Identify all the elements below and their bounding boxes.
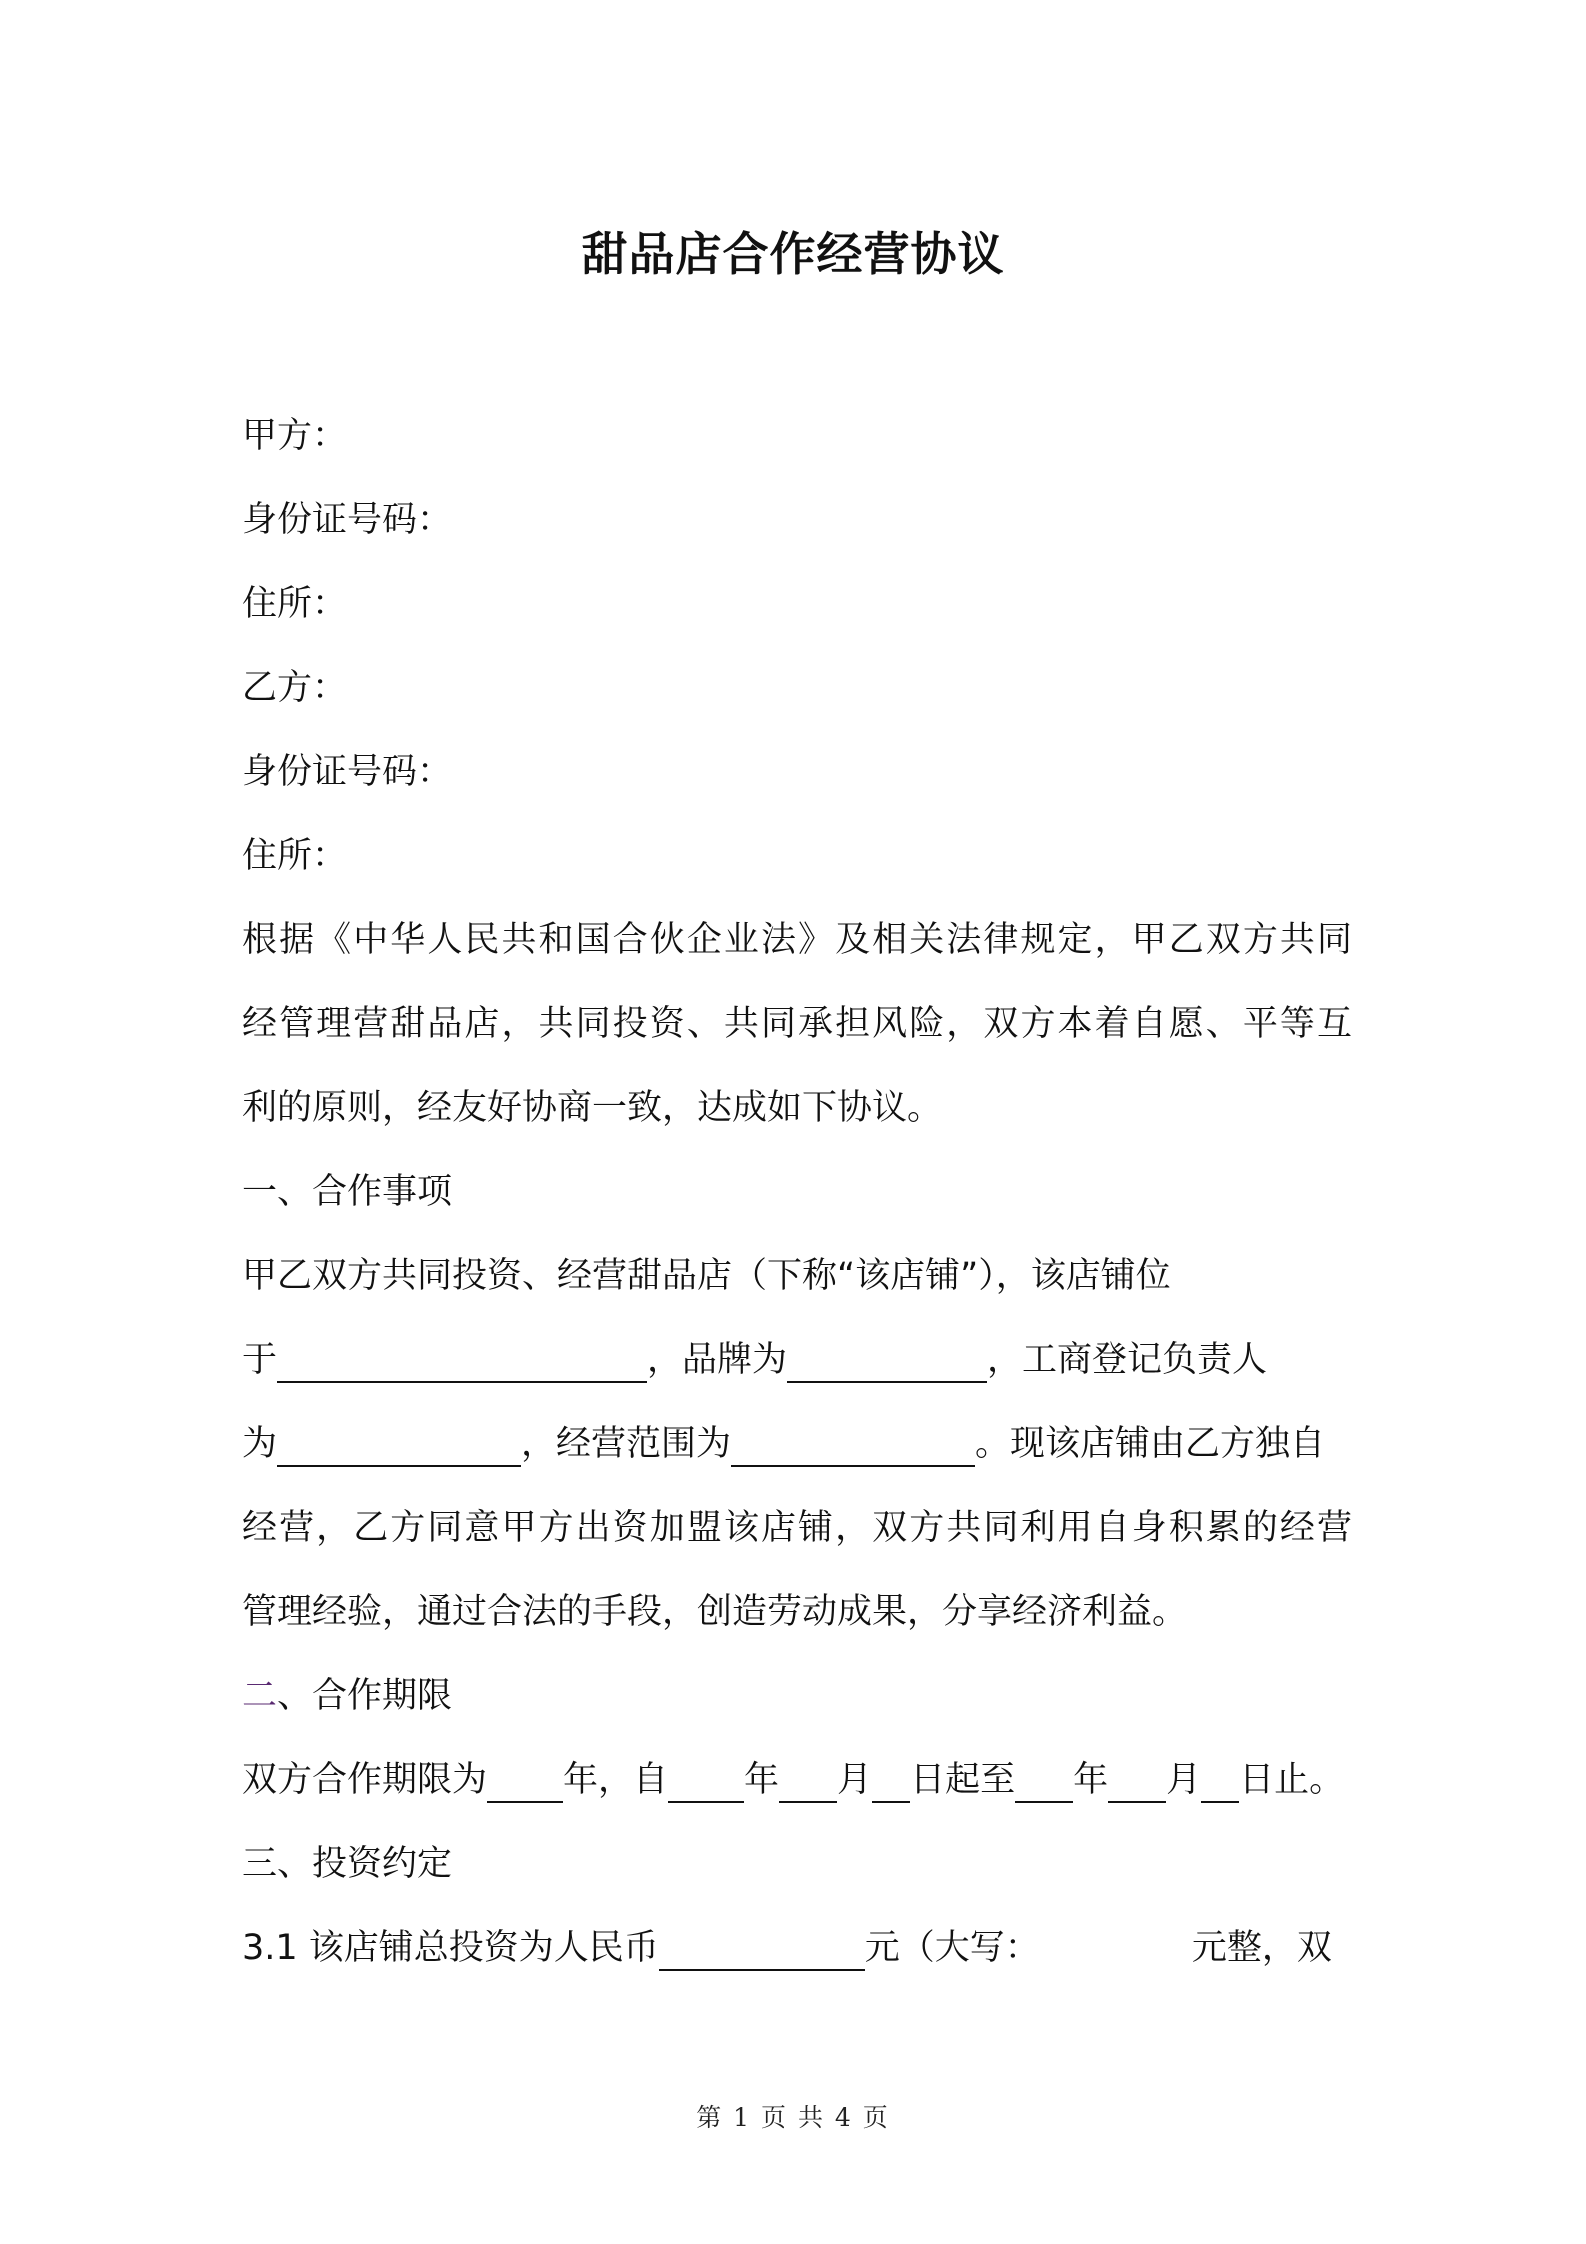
section2-term-line: [242, 1757, 1352, 1803]
party-b-address-label: 住所：: [242, 836, 348, 876]
text-segment: 日起至: [910, 1760, 1016, 1800]
party-a-address-label: 住所：: [242, 584, 348, 624]
text-segment: 日止。: [1239, 1760, 1345, 1800]
party-b-id-label: 身份证号码：: [242, 752, 453, 792]
text-segment: 年: [744, 1760, 780, 1800]
start-year-blank[interactable]: [668, 1767, 744, 1803]
section3-investment-line: [242, 1925, 1352, 1971]
party-a-label: 甲方：: [242, 416, 348, 456]
party-b-label: 乙方：: [242, 668, 348, 708]
end-month-blank[interactable]: [1108, 1767, 1166, 1803]
intro-paragraph-line: 经管理营甜品店，共同投资、共同承担风险，双方本着自愿、平等互: [242, 1004, 1352, 1044]
text-segment: 。现该店铺由乙方独自: [975, 1424, 1326, 1464]
text-segment: ，品牌为: [647, 1340, 788, 1380]
section1-fill-line-1: [242, 1337, 1352, 1383]
text-segment: 元（大写：: [864, 1928, 1040, 1968]
text-segment: 年，自: [563, 1760, 669, 1800]
document-title: 甜品店合作经营协议: [581, 227, 1005, 281]
intro-paragraph-line: 利的原则，经友好协商一致，达成如下协议。: [242, 1088, 943, 1128]
party-a-id-label: 身份证号码：: [242, 500, 453, 540]
section-heading-1: 一、合作事项: [242, 1172, 453, 1212]
section-heading-3: 三、投资约定: [242, 1844, 453, 1884]
text-segment: 元整，双: [1191, 1928, 1332, 1968]
years-blank[interactable]: [487, 1767, 563, 1803]
section1-fill-line-2: [242, 1421, 1352, 1467]
text-segment: 3.1 该店铺总投资为人民币: [242, 1928, 659, 1968]
brand-blank[interactable]: [787, 1347, 987, 1383]
end-day-blank[interactable]: [1201, 1767, 1239, 1803]
text-segment: 双方合作期限为: [242, 1760, 488, 1800]
text-segment: 月: [837, 1760, 873, 1800]
text-segment: ，工商登记负责人: [987, 1340, 1268, 1380]
responsible-person-blank[interactable]: [277, 1431, 521, 1467]
section1-paragraph-line: 管理经验，通过合法的手段，创造劳动成果，分享经济利益。: [242, 1592, 1188, 1632]
heading-numeral: 二: [242, 1676, 278, 1716]
location-blank[interactable]: [277, 1347, 647, 1383]
text-segment: ，经营范围为: [521, 1424, 732, 1464]
business-scope-blank[interactable]: [731, 1431, 975, 1467]
start-day-blank[interactable]: [872, 1767, 910, 1803]
page-footer: 第 1 页 共 4 页: [696, 2103, 890, 2132]
section1-paragraph-line: 甲乙双方共同投资、经营甜品店（下称“该店铺”），该店铺位: [242, 1256, 1171, 1296]
text-segment: 于: [242, 1340, 278, 1380]
investment-amount-blank[interactable]: [659, 1935, 865, 1971]
section-heading-2: [242, 1673, 1352, 1719]
text-segment: 月: [1166, 1760, 1202, 1800]
start-month-blank[interactable]: [779, 1767, 837, 1803]
end-year-blank[interactable]: [1015, 1767, 1073, 1803]
text-segment: 年: [1073, 1760, 1109, 1800]
intro-paragraph-line: 根据《中华人民共和国合伙企业法》及相关法律规定，甲乙双方共同: [242, 920, 1352, 960]
heading-text: 、合作期限: [277, 1676, 453, 1716]
section1-paragraph-line: 经营，乙方同意甲方出资加盟该店铺，双方共同利用自身积累的经营: [242, 1508, 1352, 1548]
text-segment: 为: [242, 1424, 278, 1464]
